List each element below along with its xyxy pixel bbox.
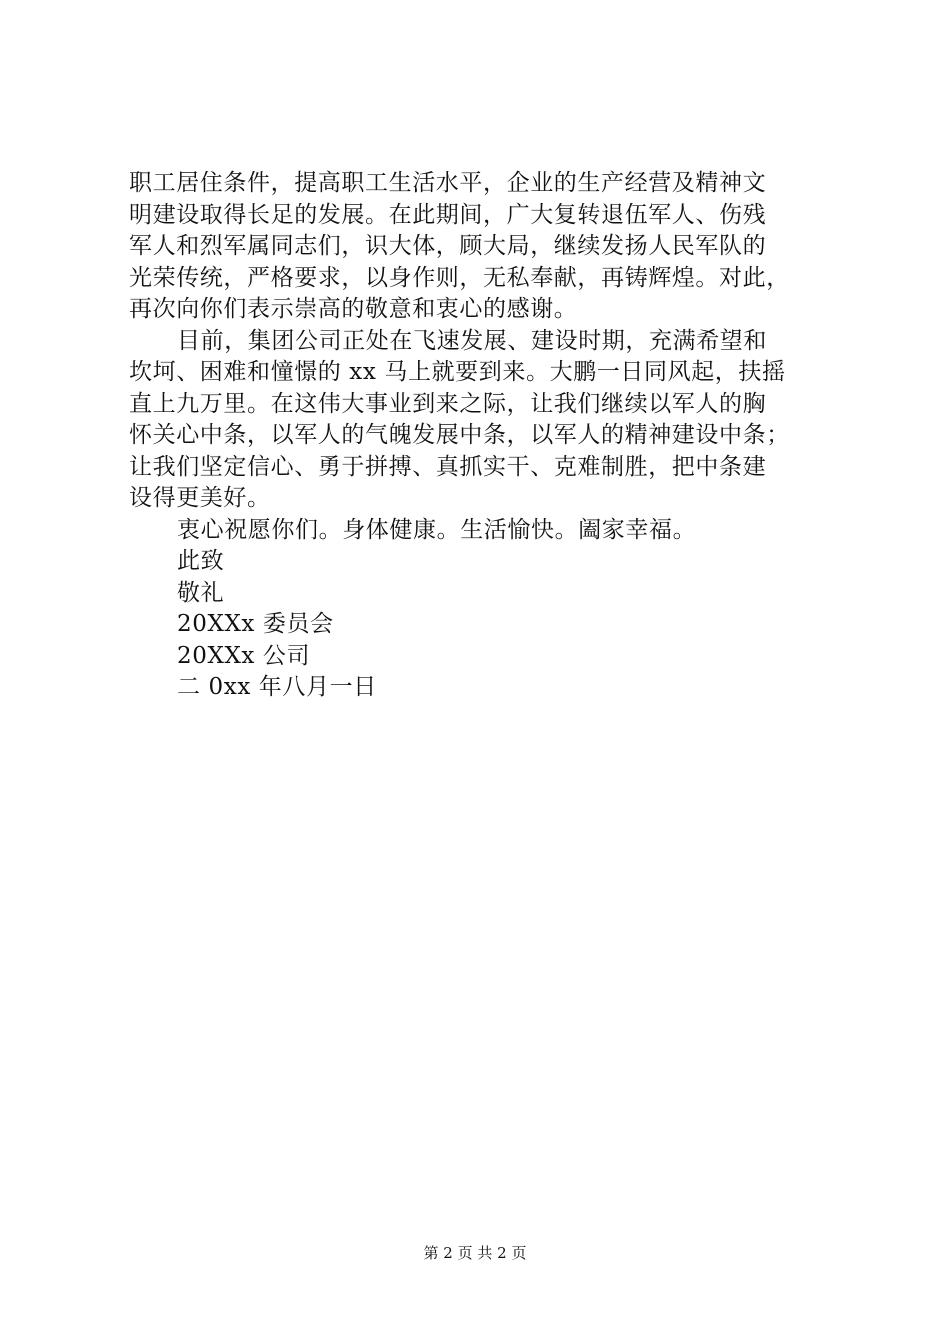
text-line: 让我们坚定信心、勇于拼搏、真抓实干、克难制胜，把中条建 (129, 453, 767, 480)
page-number-footer: 第 2 页 共 2 页 (423, 1244, 527, 1262)
text-line: 坎坷、困难和憧憬的 xx 马上就要到来。大鹏一日同风起，扶摇 (129, 359, 786, 385)
wishes-line: 衷心祝愿你们。身体健康。生活愉快。阖家幸福。 (177, 516, 697, 543)
paragraph-start-line: 目前，集团公司正处在飞速发展、建设时期，充满希望和 (177, 327, 767, 354)
signature-company: 20XXx 公司 (177, 642, 311, 669)
text-line: 军人和烈军属同志们，识大体，顾大局，继续发扬人民军队的 (129, 233, 767, 259)
text-line: 设得更美好。 (129, 485, 271, 511)
signature-committee: 20XXx 委员会 (177, 611, 334, 637)
text-line: 职工居住条件，提高职工生活水平，企业的生产经营及精神文 (129, 170, 767, 196)
closing-salutation: 此致 (177, 548, 225, 574)
text-line: 明建设取得长足的发展。在此期间，广大复转退伍军人、伤残 (129, 201, 767, 228)
text-line: 再次向你们表示崇高的敬意和衷心的感谢。 (129, 296, 578, 322)
closing-regards: 敬礼 (177, 579, 225, 606)
letter-date: 二 0xx 年八月一日 (177, 674, 377, 700)
text-line: 光荣传统，严格要求，以身作则，无私奉献，再铸辉煌。对此， (129, 264, 790, 291)
text-line: 直上九万里。在这伟大事业到来之际，让我们继续以军人的胸 (129, 390, 767, 417)
letter-body (129, 168, 849, 704)
text-line: 怀关心中条，以军人的气魄发展中条，以军人的精神建设中条； (129, 422, 790, 448)
